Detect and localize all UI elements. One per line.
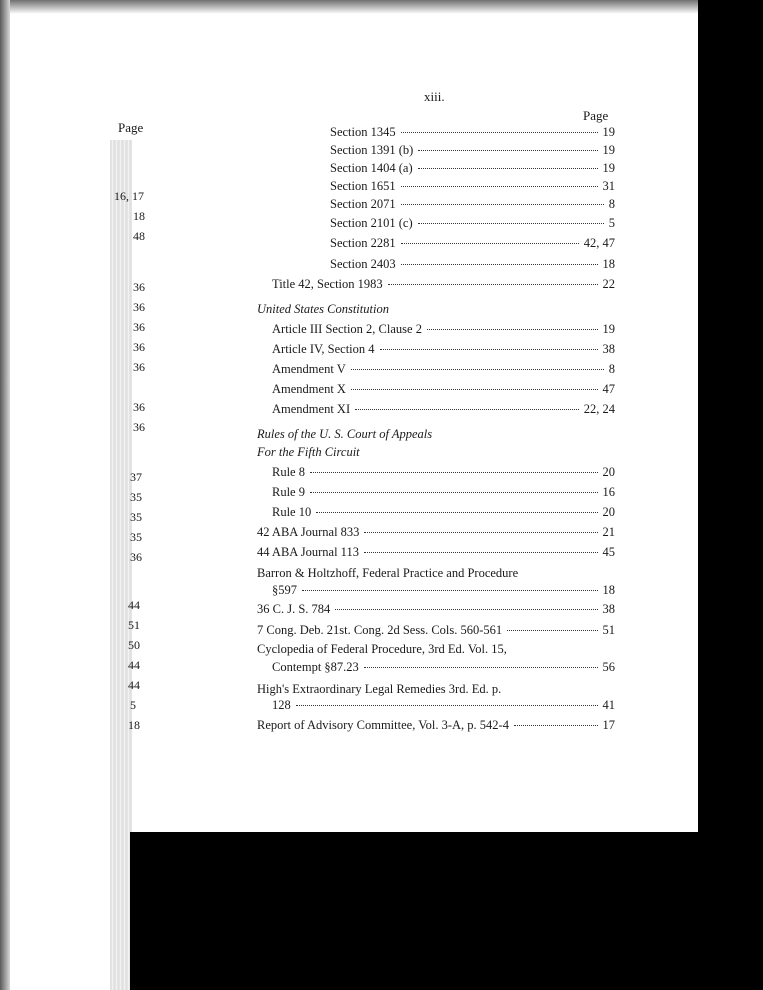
- toc-entry: Section 2403 18: [330, 257, 615, 271]
- toc-entry: Section 1391 (b) 19: [330, 143, 615, 157]
- left-page-number: 5: [130, 698, 136, 712]
- left-page-number: 50: [128, 638, 140, 652]
- toc-entry: Section 2281 42, 47: [330, 236, 615, 250]
- left-page-number: 51: [128, 618, 140, 632]
- toc-entry: Rule 10 20: [272, 505, 615, 519]
- left-page-number: 35: [130, 510, 142, 524]
- toc-entry: Amendment X 47: [272, 382, 615, 396]
- previous-page-strip: [110, 140, 132, 990]
- left-page-number: 18: [133, 209, 145, 223]
- toc-entry: Section 1404 (a) 19: [330, 161, 615, 175]
- left-page-number: 37: [130, 470, 142, 484]
- left-page-number: 36: [133, 320, 145, 334]
- toc-entry: Rule 8 20: [272, 465, 615, 479]
- left-page-number: 36: [133, 280, 145, 294]
- toc-entry-line: Barron & Holtzhoff, Federal Practice and Procedure: [257, 566, 519, 580]
- scan-edge-left: [0, 0, 10, 990]
- left-page-number: 36: [133, 420, 145, 434]
- section-heading-constitution: United States Constitution: [257, 302, 389, 316]
- section-heading-rules-sub: For the Fifth Circuit: [257, 445, 360, 459]
- left-page-number: 48: [133, 229, 145, 243]
- toc-entry: Article IV, Section 4 38: [272, 342, 615, 356]
- toc-entry: Rule 9 16: [272, 485, 615, 499]
- toc-entry: Section 2071 8: [330, 197, 615, 211]
- left-page-number: 44: [128, 678, 140, 692]
- toc-entry: Section 1651 31: [330, 179, 615, 193]
- toc-entry: Report of Advisory Committee, Vol. 3-A, p. 542-4 17: [257, 718, 615, 732]
- toc-entry: Section 1345 19: [330, 125, 615, 139]
- toc-entry: §597 18: [272, 583, 615, 597]
- toc-entry: 44 ABA Journal 113 45: [257, 545, 615, 559]
- left-page-number: 18: [128, 718, 140, 732]
- toc-entry: 128 41: [272, 698, 615, 712]
- left-page-number: 44: [128, 658, 140, 672]
- page-folio: xiii.: [424, 89, 445, 104]
- toc-entry: Amendment V 8: [272, 362, 615, 376]
- toc-entry: 42 ABA Journal 833 21: [257, 525, 615, 539]
- scan-edge-top: [0, 0, 700, 14]
- left-page-number: 36: [130, 550, 142, 564]
- left-page-number: 36: [133, 300, 145, 314]
- scan-border-bottom: [130, 832, 763, 990]
- page-column-header: Page: [583, 108, 609, 123]
- toc-entry: 36 C. J. S. 784 38: [257, 602, 615, 616]
- left-page-number: 44: [128, 598, 140, 612]
- left-page-number: 16, 17: [114, 189, 144, 203]
- left-page-number: 36: [133, 400, 145, 414]
- toc-entry-line: Cyclopedia of Federal Procedure, 3rd Ed. Vol. 15,: [257, 642, 507, 656]
- section-heading-rules: Rules of the U. S. Court of Appeals: [257, 427, 433, 441]
- toc-entry: Title 42, Section 1983 22: [272, 277, 615, 291]
- toc-entry: 7 Cong. Deb. 21st. Cong. 2d Sess. Cols. 560-561 51: [257, 623, 615, 637]
- left-page-number: 35: [130, 490, 142, 504]
- left-page-number: 35: [130, 530, 142, 544]
- toc-entry-line: High's Extraordinary Legal Remedies 3rd. Ed. p.: [257, 682, 502, 696]
- toc-entry: Article III Section 2, Clause 2 19: [272, 322, 615, 336]
- left-page-number: 36: [133, 360, 145, 374]
- left-page-number: 36: [133, 340, 145, 354]
- left-page-column-header: Page: [118, 120, 144, 135]
- toc-entry: Amendment XI 22, 24: [272, 402, 615, 416]
- toc-entry: Section 2101 (c) 5: [330, 216, 615, 230]
- toc-entry: Contempt §87.23 56: [272, 660, 615, 674]
